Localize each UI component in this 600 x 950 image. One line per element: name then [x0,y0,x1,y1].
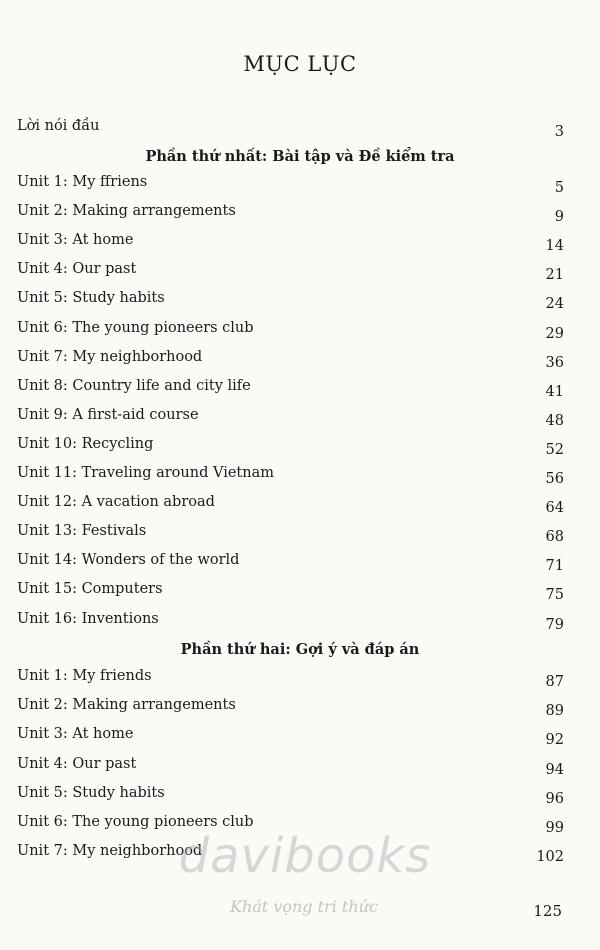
toc-entry-label: Unit 6: The young pioneers club [17,814,254,830]
toc-entry-page: 9 [554,209,564,226]
toc-entry-label: Unit 3: At home [17,726,134,743]
toc-entry-page: 56 [545,471,564,487]
toc-entry-label: Unit 2: Making arrangements [17,203,236,220]
toc-entry [17,785,564,807]
toc-entry-label: Unit 8: Country life and city life [17,377,251,394]
toc-entry-page: 21 [545,267,564,284]
toc-entry [17,203,564,225]
toc-entry-page: 5 [554,180,564,196]
watermark-tagline: Khát vọng tri thức [230,897,378,916]
toc-entry [17,261,564,283]
page-number: 125 [533,902,562,920]
toc-entry-label: Lời nói đầu [17,118,100,134]
toc-entry-label: Unit 5: Study habits [17,290,165,307]
toc-entry [17,436,564,458]
toc-entry-page: 89 [545,703,564,720]
toc-entry-page: 71 [545,558,564,575]
toc-entry [17,523,564,545]
section-heading-part1: Phần thứ nhất: Bài tập và Đề kiểm tra [145,148,455,165]
toc-entry-label: Unit 16: Inventions [17,610,159,627]
toc-entry [17,232,564,254]
toc-entry-label: Unit 5: Study habits [17,784,165,801]
toc-entry-label: Unit 13: Festivals [17,523,147,540]
toc-entry [17,290,564,312]
toc-entry-label: Unit 4: Our past [17,261,137,278]
toc-entry-page: 92 [545,732,564,749]
section-heading-part2: Phần thứ hai: Gợi ý và đáp án [180,641,420,658]
toc-entry [17,611,564,633]
toc-entry-label: Unit 10: Recycling [17,435,154,452]
toc-entry-page: 64 [545,500,564,517]
toc-entry-label: Unit 2: Making arrangements [17,697,236,714]
toc-entry-page: 3 [554,124,564,140]
toc-entry-label: Unit 15: Computers [17,581,163,598]
toc-entry-page: 87 [545,674,564,690]
toc-entry-page: 36 [545,354,564,371]
toc-entry-page: 96 [545,790,564,807]
toc-entry-page: 48 [545,412,564,429]
toc-entry-label: Unit 1: My ffriens [17,174,148,190]
toc-entry [17,494,564,516]
page-title: MỤC LỤC [243,52,357,76]
toc-entry-page: 41 [545,383,564,400]
toc-entry-page: 75 [545,587,564,604]
toc-entry-label: Unit 14: Wonders of the world [17,552,240,569]
toc-entry [17,349,564,371]
toc-entry-label: Unit 7: My neighborhood [17,348,203,365]
toc-entry [17,174,564,196]
toc-entry-page: 79 [545,616,564,633]
toc-entry-page: 102 [536,849,564,866]
toc-entry [17,465,564,487]
toc-entry-label: Unit 1: My friends [17,668,152,684]
toc-entry-page: 94 [545,761,564,778]
toc-entry-label: Unit 11: Traveling around Vietnam [17,465,274,481]
toc-entry-label: Unit 4: Our past [17,755,137,772]
toc-entry [17,697,564,719]
toc-entry [17,756,564,778]
toc-entry [17,726,564,748]
toc-entry [17,407,564,429]
toc-entry-label: Unit 7: My neighborhood [17,843,203,860]
toc-entry [17,378,564,400]
toc-entry-label: Unit 3: At home [17,232,134,249]
toc-entry-page: 99 [545,820,564,836]
toc-entry-preface [17,118,564,140]
toc-entry [17,581,564,603]
toc-entry-page: 68 [545,529,564,546]
toc-entry [17,320,564,342]
toc-entry-page: 29 [545,325,564,342]
toc-entry [17,668,564,690]
toc-entry-page: 52 [545,441,564,458]
toc-entry-label: Unit 12: A vacation abroad [17,494,215,511]
watermark-brand: davibooks [178,828,432,884]
toc-entry [17,552,564,574]
toc-entry-label: Unit 9: A first-aid course [17,406,199,423]
toc-entry-page: 24 [545,296,564,313]
toc-entry-page: 14 [545,238,564,255]
toc-entry-label: Unit 6: The young pioneers club [17,319,254,336]
